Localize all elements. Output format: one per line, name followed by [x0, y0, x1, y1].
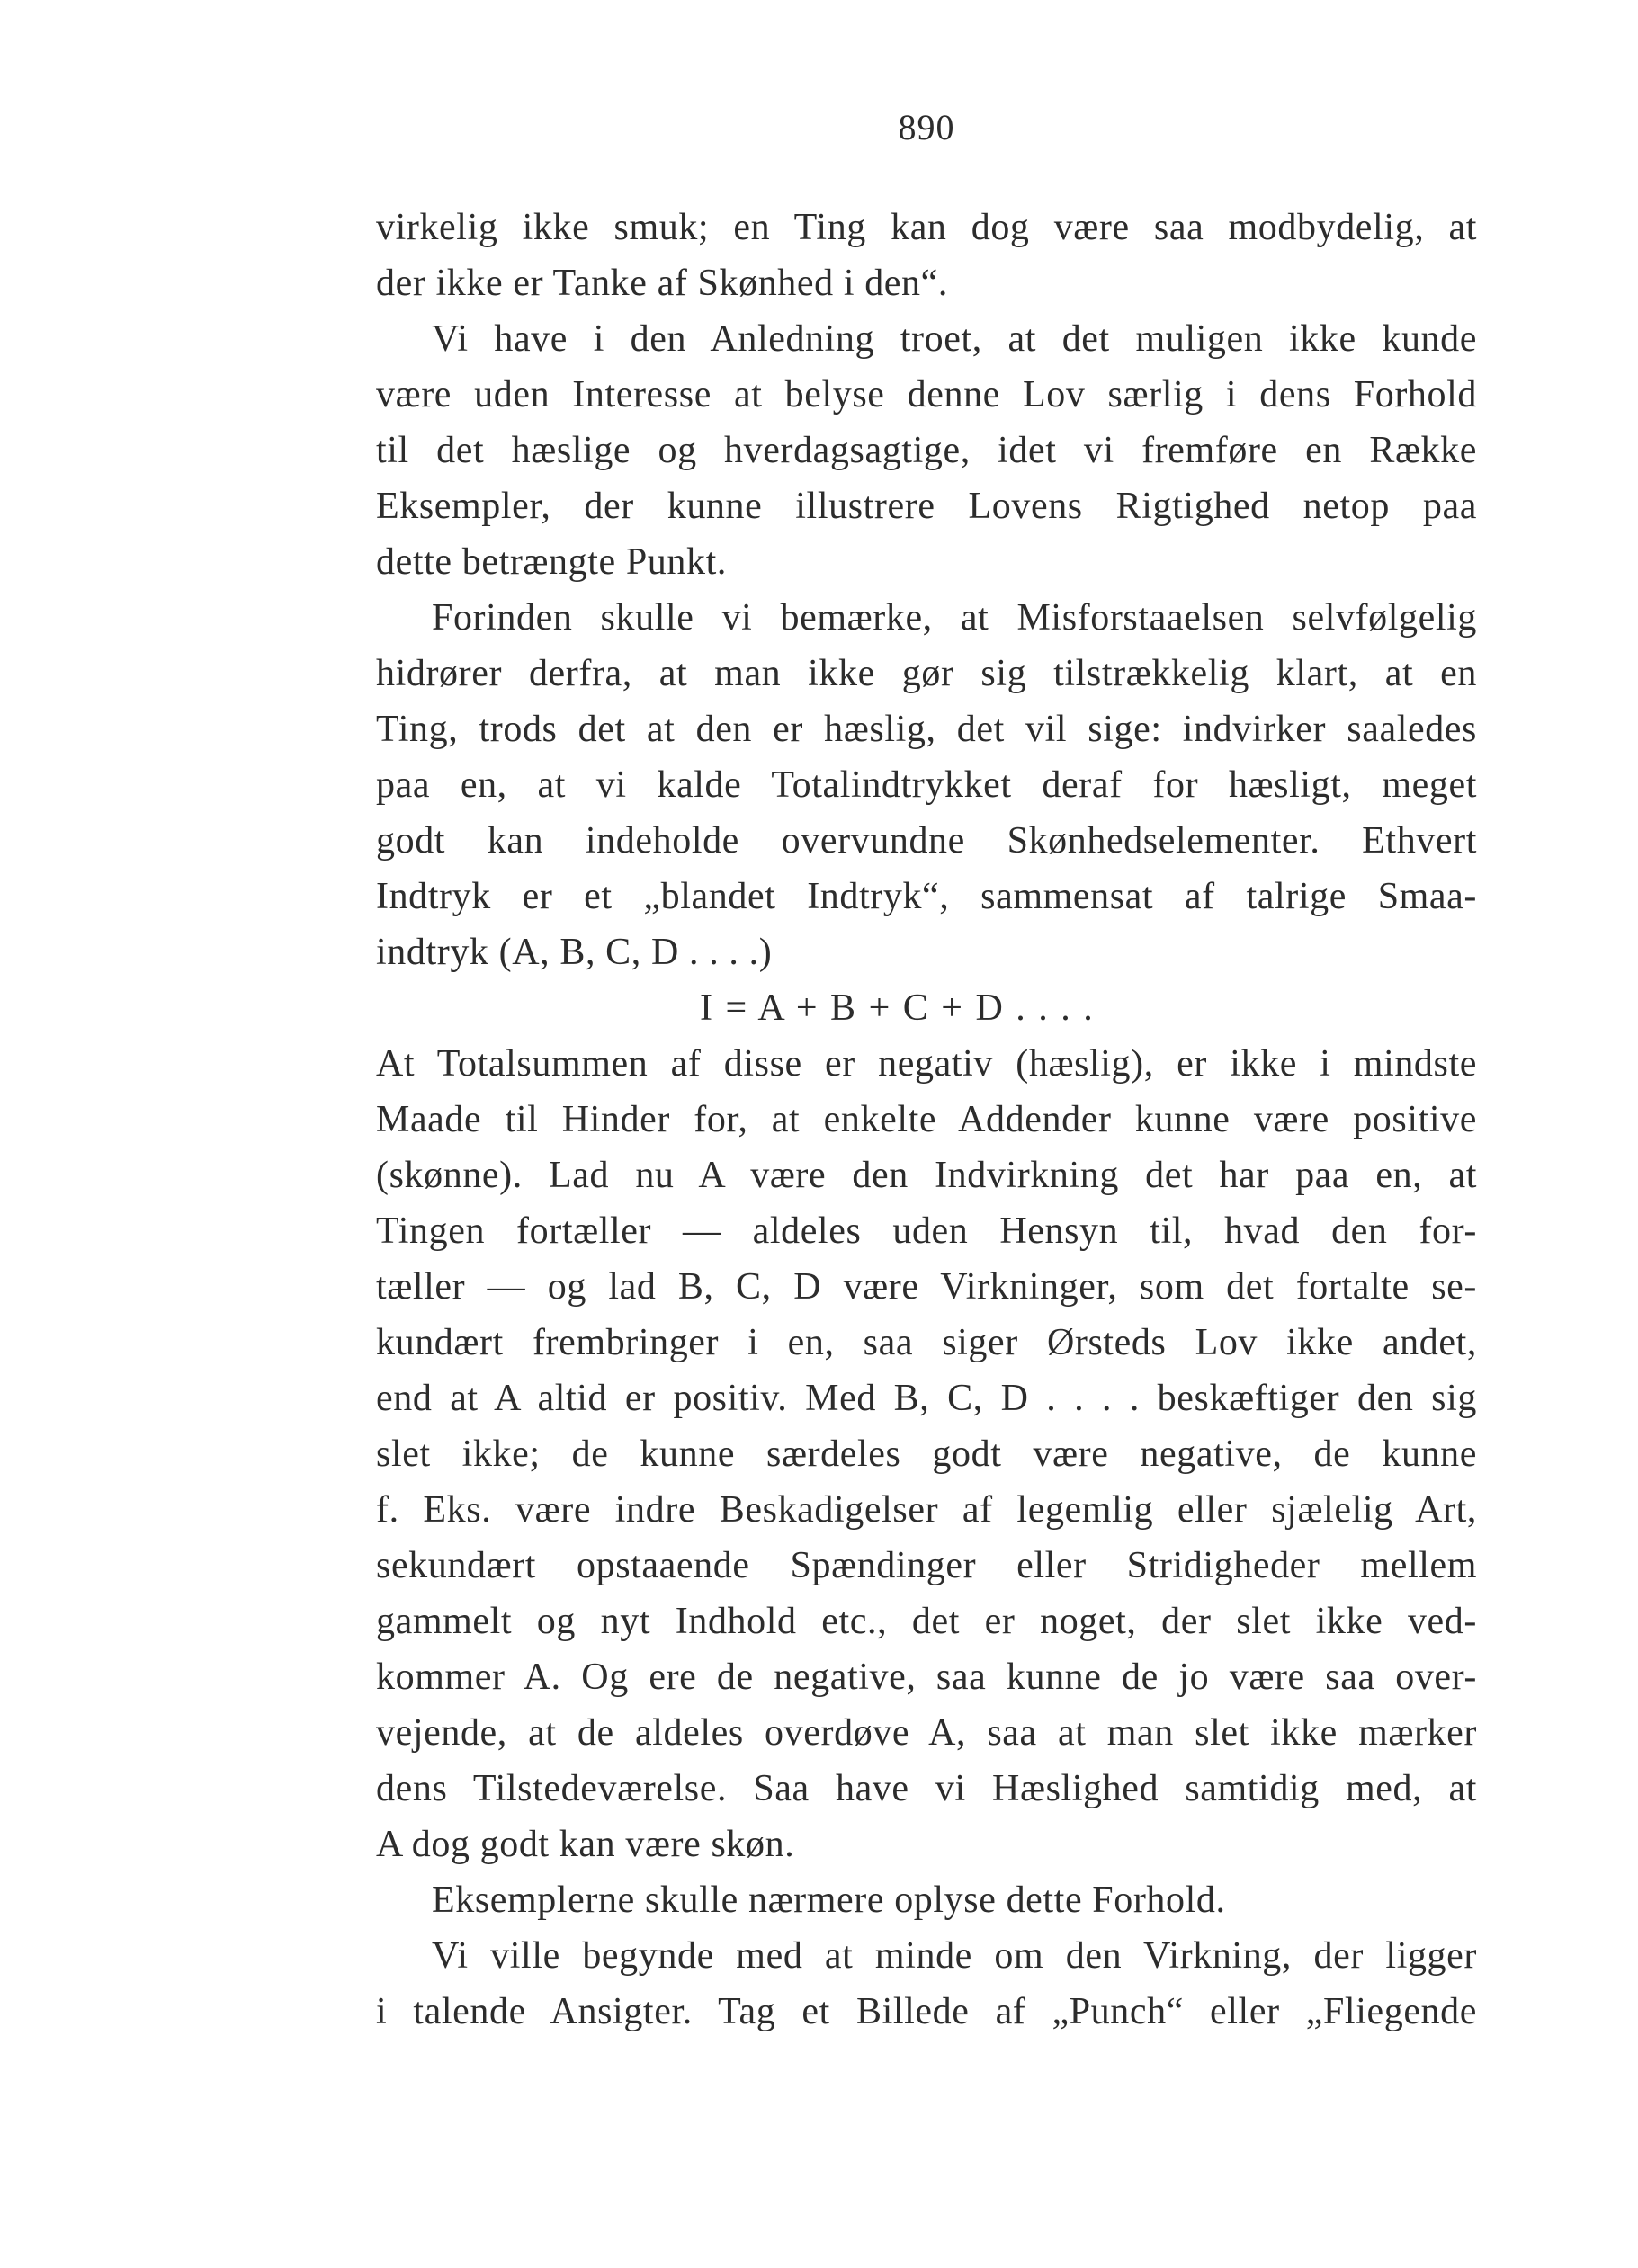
text-line: A dog godt kan være skøn.	[376, 1824, 795, 1865]
text-line: dette betrængte Punkt.	[376, 541, 727, 583]
text-line: virkelig ikke smuk; en Ting kan dog være saa modbydelig, at	[376, 207, 1477, 248]
body-text	[376, 200, 1477, 2040]
text-line: Forinden skulle vi bemærke, at Misforstaaelsen selvfølgelig	[432, 597, 1477, 638]
text-line: Eksempler, der kunne illustrere Lovens Rigtighed netop paa	[376, 486, 1477, 527]
text-line: dens Tilstedeværelse. Saa have vi Hæslighed samtidig med, at	[376, 1768, 1477, 1809]
text-line: til det hæslige og hverdagsagtige, idet vi fremføre en Række	[376, 430, 1477, 471]
text-line: f. Eks. være indre Beskadigelser af legemlig eller sjælelig Art,	[376, 1489, 1477, 1531]
text-line: kundært frembringer i en, saa siger Ørsteds Lov ikke andet,	[376, 1322, 1477, 1363]
text-line: vejende, at de aldeles overdøve A, saa at man slet ikke mærker	[376, 1712, 1477, 1754]
text-line: kommer A. Og ere de negative, saa kunne de jo være saa over-	[376, 1656, 1477, 1698]
text-line: sekundært opstaaende Spændinger eller Stridigheder mellem	[376, 1545, 1477, 1586]
text-line: slet ikke; de kunne særdeles godt være negative, de kunne	[376, 1433, 1477, 1475]
formula-line: I = A + B + C + D . . . .	[700, 987, 1095, 1029]
page-number: 890	[898, 107, 955, 147]
text-line: paa en, at vi kalde Totalindtrykket deraf for hæsligt, meget	[376, 764, 1477, 806]
text-line: tæller — og lad B, C, D være Virkninger, som det fortalte se-	[376, 1266, 1477, 1308]
text-line: Vi ville begynde med at minde om den Virkning, der ligger	[432, 1935, 1477, 1977]
text-line: Tingen fortæller — aldeles uden Hensyn til, hvad den for-	[376, 1210, 1477, 1252]
text-line: hidrører derfra, at man ikke gør sig tilstrækkelig klart, at en	[376, 653, 1477, 694]
text-line: være uden Interesse at belyse denne Lov særlig i dens Forhold	[376, 374, 1477, 415]
text-line: indtryk (A, B, C, D . . . .)	[376, 932, 773, 973]
text-line: (skønne). Lad nu A være den Indvirkning det har paa en, at	[376, 1155, 1477, 1196]
text-line: Indtryk er et „blandet Indtryk“, sammensat af talrige Smaa-	[376, 876, 1477, 917]
text-line: Vi have i den Anledning troet, at det muligen ikke kunde	[432, 318, 1477, 360]
text-line: At Totalsummen af disse er negativ (hæslig), er ikke i mindste	[376, 1043, 1477, 1085]
text-line: godt kan indeholde overvundne Skønhedselementer. Ethvert	[376, 820, 1477, 862]
text-line: der ikke er Tanke af Skønhed i den“.	[376, 263, 948, 304]
text-line: gammelt og nyt Indhold etc., det er noget, der slet ikke ved-	[376, 1601, 1477, 1642]
text-line: Eksemplerne skulle nærmere oplyse dette Forhold.	[432, 1880, 1226, 1921]
text-line: Maade til Hinder for, at enkelte Addender kunne være positive	[376, 1099, 1477, 1140]
text-line: end at A altid er positiv. Med B, C, D . . . . beskæftiger den sig	[376, 1378, 1477, 1419]
text-line: Ting, trods det at den er hæslig, det vil sige: indvirker saaledes	[376, 709, 1477, 750]
text-line: i talende Ansigter. Tag et Billede af „Punch“ eller „Fliegende	[376, 1991, 1477, 2032]
